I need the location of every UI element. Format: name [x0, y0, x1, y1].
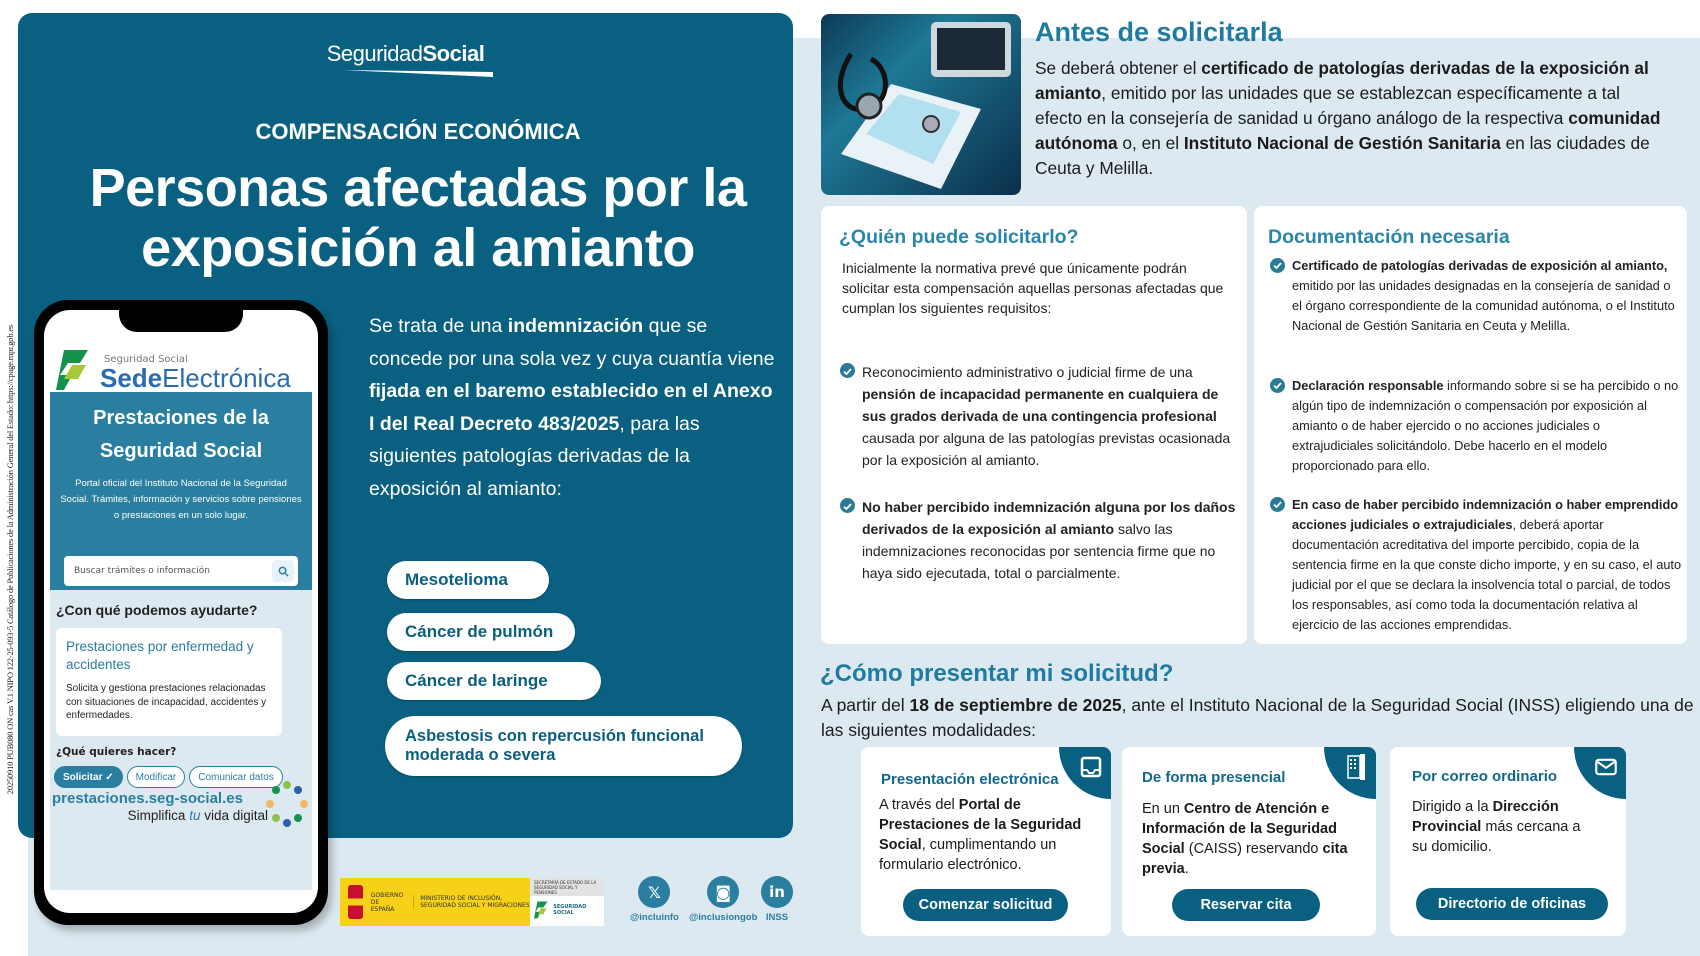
- document-item: Certificado de patologías derivadas de exposición al amianto, emitido por las unidades designadas en la consejería de sanidad o el órgano correspondiente de la comunidad autónoma, o el Instituto Nacional de Gestión Sanitaria en Ceuta y Melilla.: [1270, 256, 1682, 336]
- building-icon: [1345, 754, 1367, 780]
- gobierno-logo: [340, 878, 530, 926]
- check-circle-icon: [840, 498, 855, 513]
- kicker: COMPENSACIÓN ECONÓMICA: [255, 119, 581, 144]
- quien-title: ¿Quién puede solicitarlo?: [839, 226, 1079, 248]
- linkedin-icon: in: [761, 876, 793, 908]
- chip-comunicar-datos[interactable]: Comunicar datos: [189, 766, 283, 788]
- search-placeholder: Buscar trámites o información: [74, 566, 210, 576]
- document-item: Declaración responsable informando sobre si se ha percibido o no algún tipo de indemnización o compensación por exposición al amianto o de haber ejercido o no acciones judiciales o extrajudiciales solicitándolo. Debe hacerlo en el modelo proporcionado para ello.: [1270, 376, 1682, 476]
- documentacion-card: [1254, 206, 1687, 644]
- secretaria-label: SECRETARÍA DE ESTADO DE LA SEGURIDAD SOCIAL Y PENSIONES: [530, 878, 604, 896]
- pathology-pill: Asbestosis con repercusión funcional moderada o severa: [385, 716, 742, 776]
- sede-logo-bold: Sede: [100, 362, 163, 393]
- sede-logo-light: Electrónica: [162, 362, 291, 393]
- title-line-2: exposición al amianto: [141, 218, 695, 278]
- mode-text: Dirigido a la Dirección Provincial más cercana a su domicilio.: [1412, 799, 1581, 855]
- check-circle-icon: [840, 363, 855, 378]
- mode-title: Por correo ordinario: [1412, 768, 1558, 785]
- ss-logo-icon: [534, 898, 549, 922]
- mode-text: En un Centro de Atención e Información de la Seguridad Social (CAISS) reservando cita previa.: [1142, 801, 1348, 877]
- pathology-pill: Cáncer de pulmón: [387, 613, 575, 651]
- portal-tagline: Simplifica tu vida digital: [127, 808, 268, 823]
- portal-url[interactable]: prestaciones.seg-social.es: [52, 790, 243, 807]
- requirement-item: Reconocimiento administrativo o judicial firme de una pensión de incapacidad permanente en cualquiera de sus grados derivada de una contingencia profesional causada por alguna de las patologías previstas ocasionada por la exposición al amianto.: [840, 361, 1232, 471]
- pathology-pill: Mesotelioma: [387, 561, 549, 599]
- mode-card-electronica: [861, 747, 1111, 936]
- portal-brand: [52, 788, 312, 848]
- phone-notch: [119, 310, 243, 332]
- title-line-1: Personas afectadas por la: [89, 158, 747, 218]
- brand-bold: Social: [422, 41, 485, 66]
- action-question: ¿Qué quieres hacer?: [56, 746, 177, 758]
- mode-text: A través del Portal de Prestaciones de la Seguridad Social, cumplimentando un formulario electrónico.: [879, 797, 1082, 873]
- search-icon: [278, 566, 289, 577]
- mode-card-correo: [1390, 747, 1626, 936]
- chip-modificar[interactable]: Modificar: [127, 766, 186, 788]
- quien-intro: Inicialmente la normativa prevé que únicamente podrán solicitar esta compensación aquellas personas afectadas que cumplan los siguientes requisitos:: [842, 260, 1224, 316]
- quien-card: [821, 206, 1247, 644]
- page-title: [18, 158, 818, 278]
- social-linkedin[interactable]: [761, 876, 793, 923]
- inbox-tray-icon: [1080, 756, 1102, 778]
- dots-ring-icon: [262, 780, 312, 830]
- check-circle-icon: [1270, 497, 1285, 512]
- antes-text: Se deberá obtener el certificado de patologías derivadas de la exposición al amianto, emitido por las unidades que se establezcan específicamente a tal efecto en la consejería de sanidad u órgano análogo de la respectiva comunidad autónoma o, en el Instituto Nacional de Gestión Sanitaria en las ciudades de Ceuta y Melilla.: [1035, 58, 1661, 178]
- coat-of-arms-icon: [348, 885, 363, 919]
- phone-mockup: [34, 300, 328, 925]
- chip-solicitar[interactable]: Solicitar ✓: [54, 766, 123, 788]
- intro-text: Se trata de una indemnización que se concede por una sola vez y cuya cuantía viene fijada en el baremo establecido en el Anexo I del Real Decreto 483/2025, para las siguientes patologías derivadas de la exposición al amianto:: [369, 315, 775, 500]
- mode-title: De forma presencial: [1142, 769, 1286, 786]
- phone-hero-text: Portal oficial del Instituto Nacional de la Seguridad Social. Trámites, información y servicios sobre pensiones o prestaciones en un solo lugar.: [60, 478, 302, 521]
- catalog-note: [2, 300, 18, 820]
- corner-badge: [1324, 747, 1376, 799]
- search-button[interactable]: [272, 560, 294, 582]
- check-circle-icon: [1270, 378, 1285, 393]
- seguridad-social-logo: [18, 41, 793, 77]
- ss-label: SEGURIDAD SOCIAL: [553, 904, 587, 916]
- x-icon: 𝕏: [638, 876, 670, 908]
- comenzar-solicitud-button[interactable]: Comenzar solicitud: [903, 889, 1068, 921]
- stethoscope-clipboard-image: [821, 14, 1021, 195]
- social-x[interactable]: [630, 876, 679, 923]
- help-title: ¿Con qué podemos ayudarte?: [56, 602, 258, 618]
- corner-badge: [1574, 747, 1626, 799]
- mode-title: Presentación electrónica: [881, 771, 1059, 788]
- mode-card-presencial: [1122, 747, 1376, 936]
- requirement-item: No haber percibido indemnización alguna por los daños derivados de la exposición al amianto salvo las indemnizaciones reconocidas por sentencia firme que no haya sido ejecutada, total o parcialmente.: [840, 496, 1242, 584]
- check-icon: ✓: [105, 771, 114, 783]
- phone-screen: [44, 310, 318, 913]
- sede-logo-small: Seguridad Social: [104, 353, 188, 365]
- como-text: A partir del 18 de septiembre de 2025, ante el Instituto Nacional de la Seguridad Social (INSS) eligiendo una de las siguientes modalidades:: [821, 695, 1694, 740]
- action-chips: [54, 766, 283, 788]
- social-label: INSS: [765, 912, 789, 923]
- social-label: @incluinfo: [630, 912, 679, 923]
- secretaria-logo: [530, 878, 604, 926]
- envelope-icon: [1595, 757, 1617, 777]
- reservar-cita-button[interactable]: Reservar cita: [1172, 889, 1320, 921]
- phone-hero-title: Prestaciones de la Seguridad Social: [93, 407, 269, 462]
- document-item: En caso de haber percibido indemnización o haber emprendido acciones judiciales o extrajudiciales, deberá aportar documentación acreditativa del importe percibido, copia de la sentencia firme en la que conste dicho importe, y en su caso, el auto judicial por el que se declara la insolvencia total o parcial, de todos los responsables, así como toda la documentación relativa al ejercicio de las acciones emprendidas.: [1270, 495, 1682, 635]
- brand-swoosh-icon: [343, 69, 493, 77]
- phone-hero-band: [50, 392, 312, 590]
- gov-label: GOBIERNO DE ESPAÑA: [370, 891, 404, 913]
- ministry-label: MINISTERIO DE INCLUSIÓN, SEGURIDAD SOCIAL Y MIGRACIONES: [413, 895, 530, 909]
- directorio-oficinas-button[interactable]: Directorio de oficinas: [1416, 888, 1608, 920]
- como-title: ¿Cómo presentar mi solicitud?: [820, 660, 1174, 687]
- instagram-icon: ◙: [707, 876, 739, 908]
- corner-badge: [1059, 747, 1111, 799]
- brand-light: Seguridad: [326, 41, 423, 66]
- service-card-text: Solicita y gestiona prestaciones relacionadas con situaciones de incapacidad, accidentes y enfermedades.: [66, 683, 267, 721]
- service-card[interactable]: [56, 628, 282, 736]
- catalog-note-text: 20250910 PUB080 ON cas V.1 NIPO 122-25-093-5 Catálogo de Publicaciones de la Administración General del Estado: https://cpage.mpr.gob.es: [5, 325, 15, 795]
- antes-title: Antes de solicitarla: [1035, 17, 1283, 47]
- medical-photo: [821, 14, 1021, 195]
- pathology-pill: Cáncer de laringe: [387, 662, 601, 700]
- social-label: @inclusiongob: [689, 912, 758, 923]
- check-circle-icon: [1270, 258, 1285, 273]
- phone-search-input[interactable]: [64, 556, 298, 586]
- documentacion-title: Documentación necesaria: [1268, 226, 1510, 248]
- social-instagram[interactable]: [689, 876, 757, 923]
- service-card-title: Prestaciones por enfermedad y accidentes: [66, 639, 254, 672]
